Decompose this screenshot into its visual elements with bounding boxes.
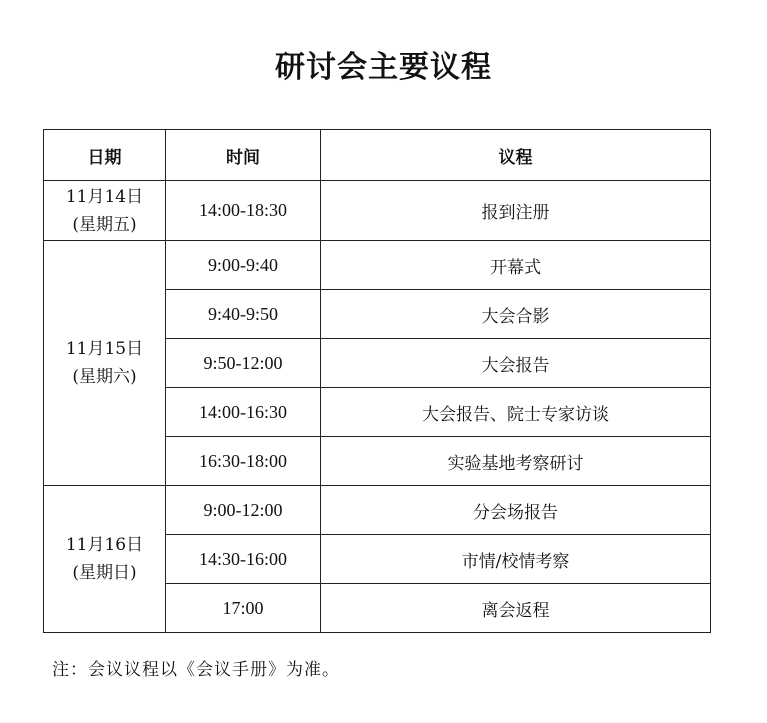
time-cell: 14:00-16:30 — [166, 388, 321, 437]
time-cell: 16:30-18:00 — [166, 437, 321, 486]
page-title: 研讨会主要议程 — [275, 50, 492, 85]
agenda-cell: 实验基地考察研讨 — [321, 437, 711, 486]
agenda-cell: 分会场报告 — [321, 486, 711, 535]
header-time: 时间 — [166, 130, 321, 181]
table-row — [44, 181, 711, 241]
time-cell: 9:00-12:00 — [166, 486, 321, 535]
time-cell: 14:00-18:30 — [166, 181, 321, 241]
weekday-label: (星期日) — [72, 563, 137, 583]
table-header-row — [44, 130, 711, 181]
date-label: 11月15日 — [65, 339, 144, 359]
header-date: 日期 — [44, 130, 166, 181]
time-cell: 9:50-12:00 — [166, 339, 321, 388]
agenda-cell: 大会报告、院士专家访谈 — [321, 388, 711, 437]
time-cell: 17:00 — [166, 584, 321, 633]
weekday-label: (星期五) — [72, 214, 137, 235]
time-cell: 14:30-16:00 — [166, 535, 321, 584]
header-agenda: 议程 — [321, 130, 711, 181]
date-cell — [44, 181, 166, 241]
agenda-cell: 报到注册 — [321, 181, 711, 241]
date-label: 11月14日 — [65, 186, 144, 207]
date-cell — [44, 241, 166, 486]
time-cell: 9:40-9:50 — [166, 290, 321, 339]
agenda-cell: 大会报告 — [321, 339, 711, 388]
table-row — [44, 241, 711, 290]
date-cell — [44, 486, 166, 633]
agenda-table — [43, 129, 711, 633]
agenda-cell: 市情/校情考察 — [321, 535, 711, 584]
agenda-cell: 开幕式 — [321, 241, 711, 290]
agenda-cell: 离会返程 — [321, 584, 711, 633]
time-cell: 9:00-9:40 — [166, 241, 321, 290]
weekday-label: (星期六) — [72, 367, 137, 387]
agenda-cell: 大会合影 — [321, 290, 711, 339]
date-label: 11月16日 — [65, 535, 144, 555]
footnote: 注：会议议程以《会议手册》为准。 — [52, 660, 340, 680]
table-row — [44, 486, 711, 535]
